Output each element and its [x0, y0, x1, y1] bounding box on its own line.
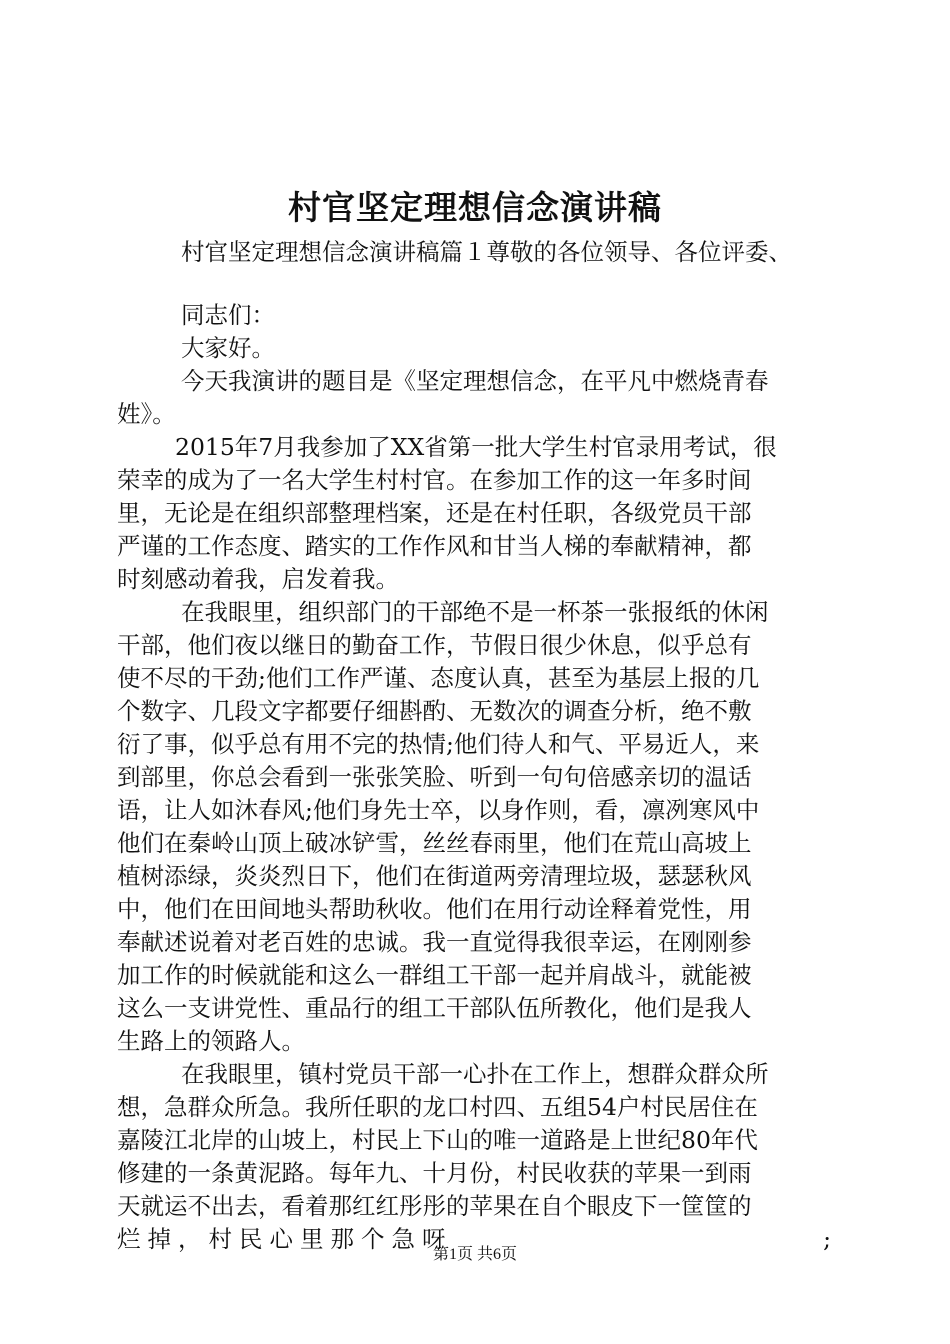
line-end-punctuation: ;: [823, 1225, 831, 1253]
document-title: 村官坚定理想信念演讲稿: [288, 188, 662, 227]
paragraph-line: 奉献述说着对老百姓的忠诚。我一直觉得我很幸运，在刚刚参: [117, 928, 752, 956]
paragraph-line: 他们在秦岭山顶上破冰铲雪，丝丝春雨里，他们在荒山高坡上: [117, 829, 752, 857]
paragraph-line: 想，急群众所急。我所任职的龙口村四、五组54户村民居住在: [117, 1093, 758, 1121]
paragraph-line: 嘉陵江北岸的山坡上，村民上下山的唯一道路是上世纪80年代: [117, 1126, 758, 1154]
paragraph-line: 2015年7月我参加了XX省第一批大学生村官录用考试，很: [175, 433, 777, 461]
paragraph-line: 修建的一条黄泥路。每年九、十月份，村民收获的苹果一到雨: [117, 1159, 752, 1187]
paragraph-line: 使不尽的干劲;他们工作严谨、态度认真，甚至为基层上报的几: [117, 664, 760, 692]
paragraph-line: 干部，他们夜以继日的勤奋工作，节假日很少休息，似乎总有: [117, 631, 752, 659]
paragraph-line: 荣幸的成为了一名大学生村村官。在参加工作的这一年多时间: [117, 466, 752, 494]
paragraph-line: 烂掉，村民心里那个急呀: [117, 1225, 453, 1253]
paragraph-line: 中，他们在田间地头帮助秋收。他们在用行动诠释着党性，用: [117, 895, 752, 923]
paragraph-line: 在我眼里，镇村党员干部一心扑在工作上，想群众群众所: [181, 1060, 769, 1088]
paragraph-line: 同志们：: [181, 301, 275, 329]
paragraph-line: 大家好。: [181, 334, 275, 362]
paragraph-line: 语，让人如沐春风;他们身先士卒，以身作则，看，凛冽寒风中: [117, 796, 760, 824]
paragraph-line: 生路上的领路人。: [117, 1027, 305, 1055]
paragraph-line: 这么一支讲党性、重品行的组工干部队伍所教化，他们是我人: [117, 994, 752, 1022]
paragraph-line: 天就运不出去，看着那红红彤彤的苹果在自个眼皮下一筐筐的: [117, 1192, 752, 1220]
paragraph-line: 里，无论是在组织部整理档案，还是在村任职，各级党员干部: [117, 499, 752, 527]
paragraph-line: 在我眼里，组织部门的干部绝不是一杯茶一张报纸的休闲: [181, 598, 769, 626]
paragraph-line: 个数字、几段文字都要仔细斟酌、无数次的调查分析，绝不敷: [117, 697, 752, 725]
paragraph-line: 时刻感动着我，启发着我。: [117, 565, 399, 593]
paragraph-line: 姓》。: [117, 400, 176, 428]
page-footer: 第1页 共6页: [432, 1246, 517, 1263]
paragraph-gap: [117, 269, 831, 299]
paragraph-line: 到部里，你总会看到一张张笑脸、听到一句句倍感亲切的温话: [117, 763, 752, 791]
paragraph-line: 衍了事，似乎总有用不完的热情;他们待人和气、平易近人，来: [117, 730, 760, 758]
paragraph-line: 今天我演讲的题目是《坚定理想信念，在平凡中燃烧青春: [181, 367, 769, 395]
document-body: [117, 236, 831, 1256]
paragraph-line: 严谨的工作态度、踏实的工作作风和甘当人梯的奉献精神，都: [117, 532, 752, 560]
paragraph-line: 村官坚定理想信念演讲稿篇１尊敬的各位领导、各位评委、: [181, 238, 792, 266]
paragraph-line: 植树添绿，炎炎烈日下，他们在街道两旁清理垃圾，瑟瑟秋风: [117, 862, 752, 890]
paragraph-line: 加工作的时候就能和这么一群组工干部一起并肩战斗，就能被: [117, 961, 752, 989]
